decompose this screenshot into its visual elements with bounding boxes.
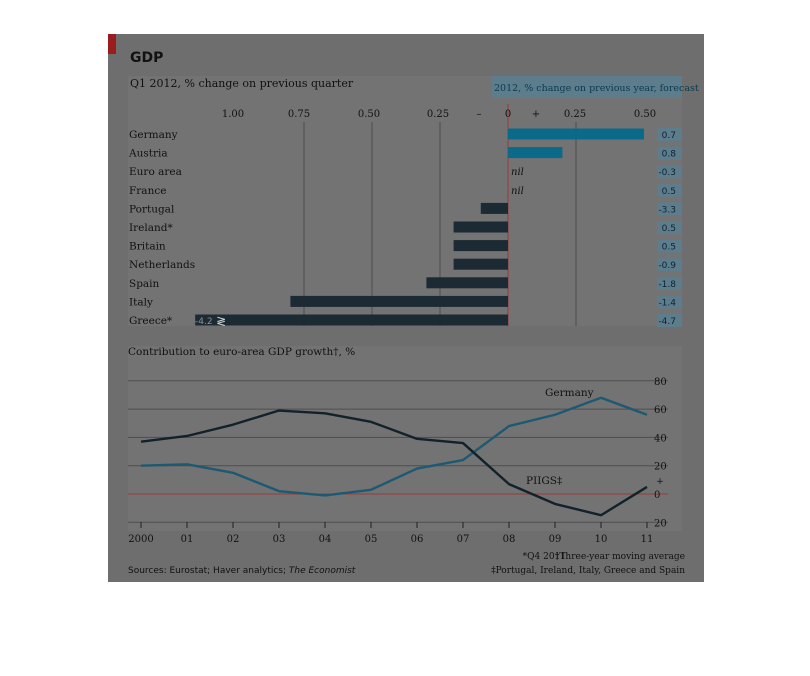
- x-tick-label: 07: [456, 534, 470, 545]
- y-tick-label: 0: [654, 490, 661, 501]
- bar-tick-label: 1.00: [221, 109, 245, 120]
- bar-value-label: nil: [511, 167, 524, 179]
- x-tick-label: 05: [364, 534, 378, 545]
- x-tick-label: 2000: [128, 534, 154, 545]
- brand-tab: [108, 34, 116, 54]
- forecast-value: -0.3: [658, 168, 676, 179]
- bar-category-label: Euro area: [129, 166, 182, 179]
- x-tick-label: 08: [502, 534, 516, 545]
- forecast-value: 0.5: [661, 186, 676, 197]
- y-tick-label: 20: [654, 461, 667, 473]
- bar-tick-label: 0.50: [357, 109, 381, 120]
- y-tick-label: 40: [654, 433, 667, 445]
- forecast-value: -1.8: [658, 279, 676, 290]
- bar-plot-bg: [128, 76, 682, 326]
- bar: [508, 147, 562, 158]
- bar-value-label: nil: [511, 185, 524, 197]
- source-prefix: Sources: Eurostat; Haver analytics;: [128, 566, 289, 576]
- x-tick-label: 03: [272, 534, 286, 545]
- bar-tick-label: –: [476, 109, 482, 120]
- forecast-value: 0.5: [661, 224, 676, 234]
- line-plot-bg: [128, 346, 682, 531]
- forecast-value: 0.5: [661, 242, 676, 253]
- bar: [290, 296, 508, 307]
- bar: [454, 240, 508, 251]
- forecast-value: -4.7: [658, 317, 676, 327]
- bar: [508, 129, 644, 140]
- bar-category-label: Austria: [129, 147, 168, 160]
- forecast-value: 0.7: [661, 131, 676, 141]
- source-line: [128, 566, 356, 576]
- bar-category-label: Spain: [129, 277, 160, 290]
- forecast-column: [657, 128, 682, 327]
- bar: [195, 315, 508, 326]
- footnote-piigs: ‡Portugal, Ireland, Italy, Greece and Spain: [491, 566, 685, 576]
- chart-title: GDP: [130, 50, 164, 66]
- series-label: PIIGS‡: [526, 475, 563, 487]
- forecast-value: 0.8: [661, 149, 676, 160]
- y-tick-label: 20: [654, 518, 667, 530]
- bar: [454, 222, 508, 233]
- bar: [481, 203, 508, 214]
- bar-tick-label: 0.25: [563, 109, 587, 120]
- x-tick-label: 10: [594, 534, 608, 545]
- line-x-tick-labels: [128, 534, 653, 545]
- forecast-value: -1.4: [658, 298, 676, 309]
- bar: [454, 259, 508, 270]
- bar-tick-label: +: [531, 109, 541, 120]
- bar-category-label: Portugal: [129, 203, 175, 216]
- figure-svg: [108, 34, 704, 582]
- x-tick-label: 09: [548, 534, 562, 545]
- x-tick-label: 06: [410, 534, 424, 545]
- x-tick-label: 01: [180, 534, 194, 545]
- bar-category-label: Germany: [129, 129, 178, 141]
- bar: [426, 277, 508, 288]
- y-tick-label: 60: [654, 405, 667, 417]
- bar-tick-label: 0: [504, 109, 512, 120]
- bar-tick-label: 0.50: [633, 109, 657, 120]
- chart-subtitle: Q1 2012, % change on previous quarter: [130, 77, 354, 90]
- y-plus-sign: +: [656, 476, 664, 487]
- axis-break-mark: ≷: [216, 314, 227, 328]
- bar-category-label: France: [129, 184, 167, 197]
- bar-tick-label: 0.25: [426, 109, 450, 120]
- bar-category-label: Ireland*: [129, 222, 173, 234]
- forecast-header: 2012, % change on previous year, forecast: [494, 83, 699, 94]
- line-chart-title: Contribution to euro-area GDP growth†, %: [128, 346, 356, 358]
- gdp-figure: [108, 34, 704, 582]
- bar-category-label: Britain: [129, 240, 166, 253]
- bar-category-label: Greece*: [129, 315, 173, 327]
- y-tick-label: 80: [654, 376, 667, 388]
- bar-tick-label: 0.75: [287, 109, 311, 120]
- x-tick-label: 11: [640, 534, 654, 545]
- footnote-q4: *Q4 2011: [522, 552, 566, 562]
- series-label: Germany: [545, 387, 594, 399]
- x-tick-label: 02: [226, 534, 240, 545]
- forecast-value: -0.9: [658, 261, 676, 272]
- footnote-three-year: †Three-year moving average: [554, 552, 685, 562]
- x-tick-label: 04: [318, 534, 332, 545]
- bar-category-label: Netherlands: [129, 259, 196, 272]
- forecast-value: -3.3: [658, 205, 676, 216]
- bar-value-label: -4.2: [195, 317, 213, 327]
- bar-category-label: Italy: [129, 296, 153, 309]
- source-italic: The Economist: [288, 566, 356, 576]
